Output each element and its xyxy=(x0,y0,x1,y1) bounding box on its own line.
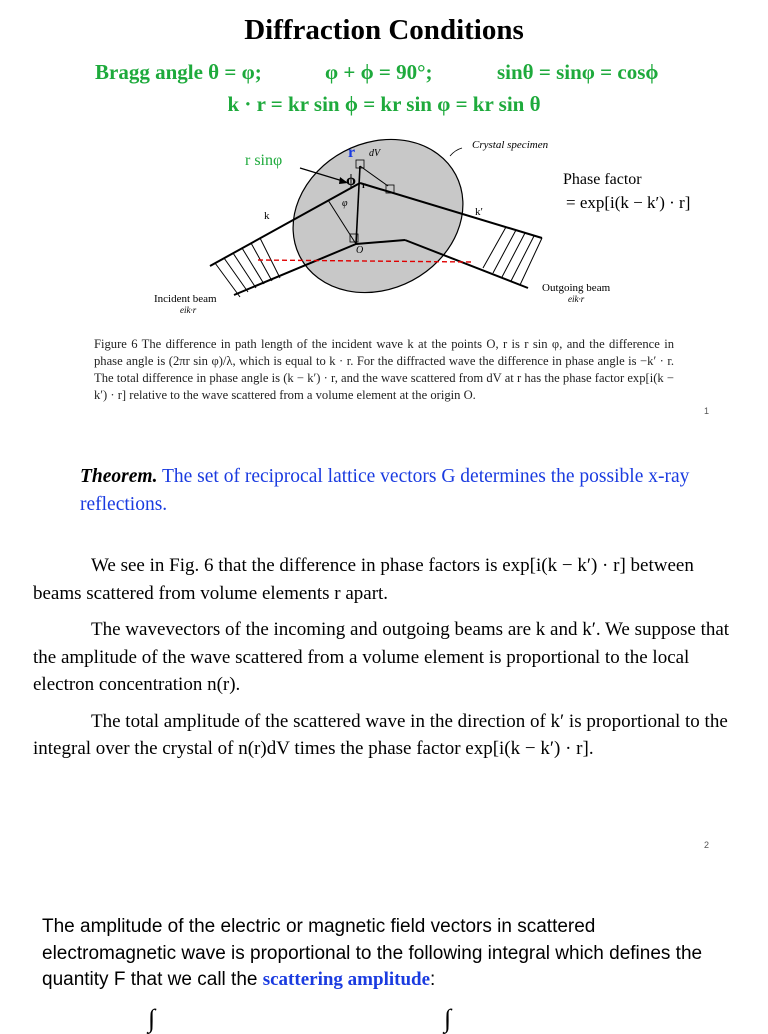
varphi-label: φ xyxy=(342,198,348,209)
paragraph-phase-difference: We see in Fig. 6 that the difference in phase factors is exp[i(k − k′) · r] between beams scattered from volume elements r apart. xyxy=(33,555,694,604)
theorem-text: The set of reciprocal lattice vectors G determines the possible x-ray reflections. xyxy=(80,466,690,515)
diffraction-diagram xyxy=(150,138,710,338)
outgoing-phase-label: eik·r xyxy=(568,294,585,304)
crystal-specimen-label: Crystal specimen xyxy=(472,139,549,151)
r-small-label: r xyxy=(362,180,366,190)
scattering-amplitude-intro xyxy=(42,914,732,994)
k-label: k xyxy=(264,210,270,222)
incident-phase-label: eik·r xyxy=(180,305,197,315)
r-sin-phi-label: r sinφ xyxy=(245,152,283,169)
diffraction-figure xyxy=(150,138,710,338)
paragraph-total-amplitude: The total amplitude of the scattered wave in the direction of k′ is proportional to the integral over the crystal of n(r)dV times the phase factor exp[i(k − k′) · r]. xyxy=(33,710,728,759)
phase-factor-label: Phase factor xyxy=(563,171,642,188)
theorem-statement xyxy=(80,463,700,519)
scattering-amplitude-term: scattering amplitude xyxy=(262,969,431,990)
k-prime-label: k′ xyxy=(475,206,483,218)
bragg-angle-eq: Bragg angle θ = φ; xyxy=(95,60,262,84)
figure-caption: Figure 6 The difference in path length of the incident wave k at the points O, r is r sin φ, and the difference in phase angle is (2πr sin φ)/λ, which is equal to k · r. For the diffracted wave the difference in phase angle is −k′ · r. The total difference in phase angle is (k − k′) · r, and the wave scattered from dV at r has the phase factor exp[i(k − k′) · r] relative to the wave scattered from a volume element at the origin O. xyxy=(94,337,674,402)
origin-label: O xyxy=(356,245,364,256)
intro-colon: : xyxy=(430,969,436,990)
paragraph-wavevectors: The wavevectors of the incoming and outgoing beams are k and k′. We suppose that the amplitude of the wave scattered from a volume element is proportional to the local electron concentration n(r). xyxy=(33,619,730,695)
outgoing-beam-label: Outgoing beam xyxy=(542,282,611,294)
phi-angle-label: ϕ xyxy=(346,172,356,189)
body-paragraphs xyxy=(33,552,733,763)
integral-sign-left: ∫ xyxy=(148,1004,156,1033)
angle-sum-eq: φ + ϕ = 90°; xyxy=(325,60,433,84)
theorem-label: Theorem. xyxy=(80,466,158,487)
incident-beam-label: Incident beam xyxy=(154,293,217,305)
dot-product-equation: k · r = kr sin ϕ = kr sin φ = kr sin θ xyxy=(227,92,541,116)
slide-title: Diffraction Conditions xyxy=(244,14,524,46)
crystal-specimen-shape xyxy=(266,138,490,322)
page-number-2: 2 xyxy=(704,840,710,850)
sine-equality-eq: sinθ = sinφ = cosϕ xyxy=(497,60,659,84)
r-vector-label: r xyxy=(348,144,356,161)
dv-label: dV xyxy=(369,148,381,159)
integral-sign-right: ∫ xyxy=(444,1004,452,1033)
intro-text: The amplitude of the electric or magnetic field vectors in scattered electromagnetic wave is proportional to the following integral which defines the quantity F that we call the xyxy=(42,916,703,990)
phase-factor-equation: = exp[i(k − k′) · r] xyxy=(566,193,691,212)
page-number-1: 1 xyxy=(704,406,710,416)
